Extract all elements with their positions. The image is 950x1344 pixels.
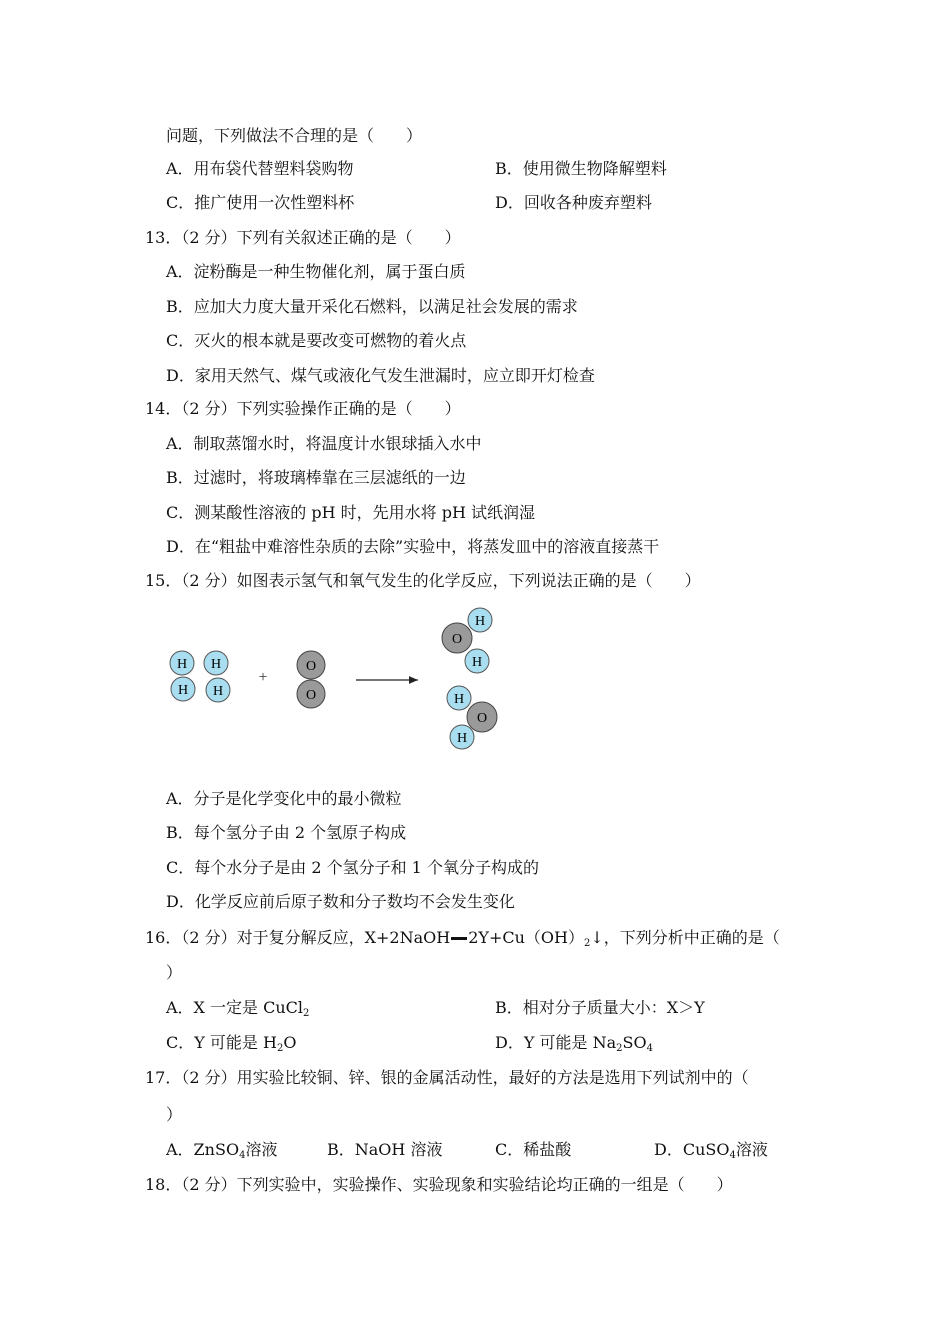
q13-option-c: C．灭火的根本就是要改变可燃物的着火点 bbox=[166, 331, 467, 350]
q13-stem: 13．（2 分）下列有关叙述正确的是（ ） bbox=[145, 228, 461, 247]
q16-option-d bbox=[495, 1032, 653, 1054]
hydrogen-molecule bbox=[170, 651, 195, 701]
q15-option-c: C．每个水分子是由 2 个氢分子和 1 个氧分子构成的 bbox=[166, 858, 539, 877]
equals-bar bbox=[451, 937, 467, 940]
atom-label: O bbox=[451, 632, 463, 647]
atom-label: H bbox=[471, 655, 483, 670]
atom-label: H bbox=[456, 731, 468, 746]
q16-stem-part: ↓，下列分析中正确的是（ bbox=[590, 928, 780, 947]
q15-option-b: B．每个氢分子由 2 个氢原子构成 bbox=[166, 823, 407, 842]
q17-option-b: B．NaOH 溶液 bbox=[327, 1140, 443, 1159]
q16-stem-part: 16．（2 分）对于复分解反应，X+2NaOH bbox=[145, 928, 451, 947]
oxygen-molecule bbox=[297, 651, 325, 708]
q12-option-a: A．用布袋代替塑料袋购物 bbox=[166, 159, 354, 178]
reaction-diagram bbox=[160, 600, 520, 760]
q17-option-d bbox=[654, 1139, 768, 1161]
q16-option-a bbox=[166, 997, 309, 1019]
q12-option-c: C．推广使用一次性塑料杯 bbox=[166, 193, 355, 212]
atom-label: H bbox=[177, 683, 189, 698]
q15-stem: 15．（2 分）如图表示氢气和氧气发生的化学反应，下列说法正确的是（ ） bbox=[145, 571, 701, 590]
atom-label: H bbox=[210, 657, 222, 672]
q14-stem: 14．（2 分）下列实验操作正确的是（ ） bbox=[145, 399, 461, 418]
atom-label: H bbox=[474, 614, 486, 629]
atom-label: H bbox=[176, 657, 188, 672]
q14-option-c: C．测某酸性溶液的 pH 时，先用水将 pH 试纸润湿 bbox=[166, 503, 535, 522]
subscript: 4 bbox=[239, 1150, 246, 1161]
atom-label: O bbox=[476, 711, 488, 726]
q14-option-d: D．在“粗盐中难溶性杂质的去除”实验中，将蒸发皿中的溶液直接蒸干 bbox=[166, 537, 660, 556]
q12-option-d: D．回收各种废弃塑料 bbox=[495, 193, 652, 212]
subscript: 2 bbox=[303, 1008, 310, 1019]
option-text: SO bbox=[622, 1033, 647, 1052]
q12-option-b: B．使用微生物降解塑料 bbox=[495, 159, 667, 178]
subscript: 2 bbox=[276, 1043, 284, 1054]
atom-label: O bbox=[305, 659, 317, 674]
option-text: 溶液 bbox=[735, 1140, 768, 1159]
q16-option-c bbox=[166, 1032, 296, 1054]
q16-stem-part: 2Y+Cu（OH） bbox=[468, 928, 584, 947]
water-molecule bbox=[442, 608, 492, 673]
q15-option-d: D．化学反应前后原子数和分子数均不会发生变化 bbox=[166, 892, 515, 911]
q13-option-d: D．家用天然气、煤气或液化气发生泄漏时，应立即开灯检查 bbox=[166, 366, 595, 385]
q18-stem: 18．（2 分）下列实验中，实验操作、实验现象和实验结论均正确的一组是（ ） bbox=[145, 1175, 733, 1194]
option-text: O bbox=[283, 1033, 297, 1052]
water-molecule bbox=[447, 686, 497, 749]
q13-option-a: A．淀粉酶是一种生物催化剂，属于蛋白质 bbox=[166, 262, 466, 281]
option-text: 溶液 bbox=[245, 1140, 278, 1159]
q17-stem-end: ） bbox=[166, 1105, 183, 1124]
option-text: D．CuSO bbox=[654, 1140, 730, 1159]
q17-option-a bbox=[166, 1139, 277, 1161]
q13-option-b: B．应加大力度大量开采化石燃料，以满足社会发展的需求 bbox=[166, 297, 578, 316]
q15-option-a: A．分子是化学变化中的最小微粒 bbox=[166, 789, 402, 808]
option-text: D．Y 可能是 Na bbox=[495, 1033, 617, 1052]
option-text: A．X 一定是 CuCl bbox=[166, 998, 304, 1017]
q16-stem-end: ） bbox=[166, 963, 183, 982]
q14-option-a: A．制取蒸馏水时，将温度计水银球插入水中 bbox=[166, 434, 482, 453]
q16-stem bbox=[145, 927, 780, 949]
hydrogen-molecule bbox=[204, 651, 230, 702]
subscript: 4 bbox=[729, 1150, 736, 1161]
option-text: A．ZnSO bbox=[166, 1140, 240, 1159]
atom-label: O bbox=[305, 688, 317, 703]
atom-label: H bbox=[453, 692, 465, 707]
option-text: C．Y 可能是 H bbox=[166, 1033, 277, 1052]
q17-option-c: C．稀盐酸 bbox=[495, 1140, 572, 1159]
atom-label: H bbox=[212, 684, 224, 699]
q14-option-b: B．过滤时，将玻璃棒靠在三层滤纸的一边 bbox=[166, 468, 466, 487]
subscript: 2 bbox=[584, 938, 591, 949]
plus-sign: + bbox=[258, 669, 268, 686]
q16-option-b: B．相对分子质量大小：X＞Y bbox=[495, 998, 705, 1017]
subscript: 2 bbox=[616, 1043, 623, 1054]
q17-stem: 17．（2 分）用实验比较铜、锌、银的金属活动性，最好的方法是选用下列试剂中的（ bbox=[145, 1068, 749, 1087]
subscript: 4 bbox=[646, 1043, 653, 1054]
q12-stem: 问题，下列做法不合理的是（ ） bbox=[166, 126, 423, 145]
